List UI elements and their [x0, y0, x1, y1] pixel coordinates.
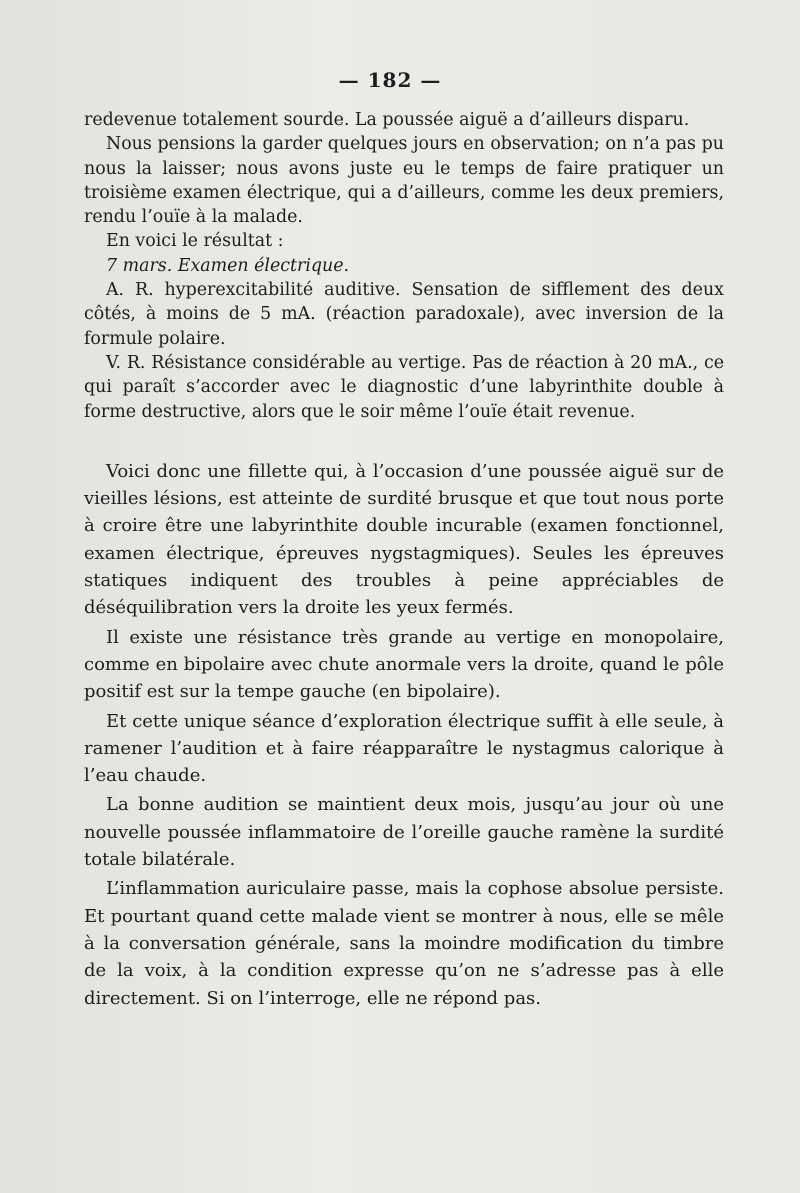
- paragraph-discussion-1: Voici donc une fillette qui, à l’occasion d’une poussée aiguë sur de vieilles lésions, est atteinte de surdité brusque et que tout nous porte à croire être une labyrinthite double incurable (examen fonctionnel, examen électrique, épreuves nygstagmiques). Seules les épreuves statiques indiquent des troubles à peine appréciables de déséquilibration vers la droite les yeux fermés.: [84, 460, 724, 619]
- paragraph-vr: V. R. Résistance considérable au vertige. Pas de réaction à 20 mA., ce qui paraît s’accorder avec le diagnostic d’une labyrinthite double à forme destructive, alors que le soir même l’ouïe était revenue.: [84, 352, 724, 422]
- discussion-block: [84, 458, 724, 1012]
- paragraph-ar: A. R. hyperexcitabilité auditive. Sensation de sifflement des deux côtés, à moins de 5 mA. (réaction paradoxale), avec inversion de la formule polaire.: [84, 280, 724, 349]
- exam-heading: [84, 254, 724, 278]
- paragraph-discussion-2: Il existe une résistance très grande au vertige en monopolaire, comme en bipolaire avec chute anormale vers la droite, quand le pôle positif est sur la tempe gauche (en bipolaire).: [84, 626, 724, 703]
- page-text: [84, 108, 724, 1012]
- paragraph-3: En voici le résultat :: [106, 231, 284, 252]
- paragraph-discussion-3: Et cette unique séance d’exploration électrique suffit à elle seule, à ramener l’audition et à faire réapparaître le nystagmus calorique à l’eau chaude.: [84, 710, 724, 787]
- paragraph-discussion-4: La bonne audition se maintient deux mois, jusqu’au jour où une nouvelle poussée inflammatoire de l’oreille gauche ramène la surdité totale bilatérale.: [84, 794, 724, 871]
- paragraph-2: Nous pensions la garder quelques jours en observation; on n’a pas pu nous la laisser; nous avons juste eu le temps de faire pratiquer un troisième examen électrique, qui a d’ailleurs, comme les deux premiers, rendu l’ouïe à la malade.: [84, 134, 724, 228]
- page-number: — 182 —: [338, 68, 442, 92]
- paragraph-discussion-5: L’inflammation auriculaire passe, mais la cophose absolue persiste. Et pourtant quand cette malade vient se montrer à nous, elle se mêle à la conversation générale, sans la moindre modification du timbre de la voix, à la condition expresse qu’on ne s’adresse pas à elle directement. Si on l’interroge, elle ne répond pas.: [84, 878, 724, 1009]
- paragraph-1: redevenue totalement sourde. La poussée aiguë a d’ailleurs disparu.: [84, 110, 690, 130]
- exam-heading-text: 7 mars. Examen électrique.: [106, 255, 350, 276]
